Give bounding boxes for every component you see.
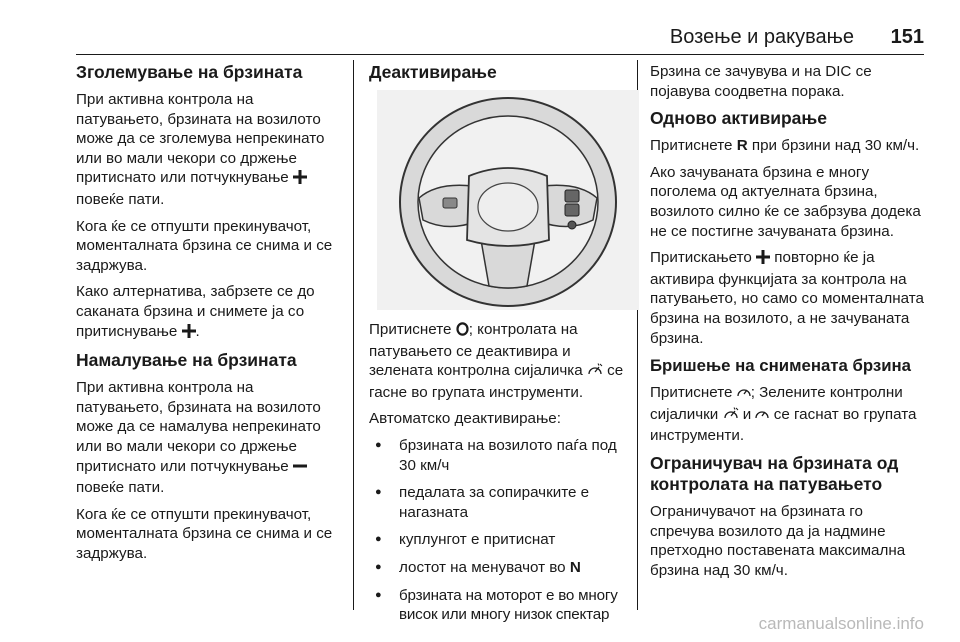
paragraph-plus-reactivate <box>650 248 930 348</box>
watermark: carmanualsonline.info <box>758 614 924 633</box>
text: лостот на менувачот во <box>399 558 566 576</box>
paragraph-decrease <box>76 378 344 498</box>
paragraph-release-store: Кога ќе се отпушти прекинувачот, моменталната брзина се снима и се задржува. <box>76 217 333 274</box>
left-column <box>76 62 344 570</box>
auto-deactivation-list <box>369 436 631 625</box>
text: Притиснете <box>650 137 733 155</box>
paragraph-release-store-2: Кога ќе се отпушти прекинувачот, моменталната брзина се снима и се задржува. <box>76 505 333 562</box>
off-circle-icon <box>456 322 469 342</box>
heading-deactivation: Деактивирање <box>369 62 497 82</box>
heading-speed-limiter: Ограничувач на брзината од контролата на патувањето <box>650 452 899 494</box>
minus-icon <box>293 459 307 479</box>
steering-wheel-illustration <box>377 90 639 310</box>
paragraph-delete <box>650 383 930 446</box>
text: при брзини над 30 км/ч. <box>751 137 920 155</box>
page-header-title: Возење и ракување <box>669 26 854 48</box>
heading-decrease-speed: Намалување на брзината <box>76 350 297 371</box>
paragraph-resume <box>650 136 930 156</box>
list-item: ● куплунгот е притиснат <box>369 530 631 550</box>
gear-n-label: N <box>569 558 581 576</box>
speed-limiter-icon <box>755 407 769 427</box>
list-item: ● брзината на возилото паѓа под 30 км/ч <box>369 436 631 475</box>
text: Притиснете <box>369 321 452 338</box>
text: Како алтернатива, забрзете се до саканата брзина и снимете ја со притиснување <box>76 283 315 340</box>
text: ; Зелените контролни сијалички <box>650 384 903 423</box>
text: повторно ќе ја активира функцијата за контрола на патувањето, но само со моменталната брзина на возилото, а не зачуваната брзина. <box>650 249 924 347</box>
paragraph-limiter: Ограничувачот на брзината го спречува возилото да ја надмине претходно поставената максимална брзина над 30 км/ч. <box>650 502 906 579</box>
text: повеќе пати. <box>76 190 165 208</box>
column-divider-1 <box>353 60 354 610</box>
paragraph-auto-deactivation: Автоматско деактивирање: <box>369 410 561 428</box>
paragraph-dic-message: Брзина се зачувува и на DIC се појавува соодветна порака. <box>650 63 872 100</box>
cruise-control-icon <box>723 407 739 427</box>
plus-icon <box>756 250 770 270</box>
heading-increase-speed: Зголемување на брзината <box>76 62 303 82</box>
page-number: 151 <box>890 26 924 48</box>
plus-icon <box>293 170 307 190</box>
text: Притискањето <box>650 249 752 267</box>
header-rule <box>76 54 924 55</box>
text: се гаснат во групата инструменти. <box>650 405 917 445</box>
heading-reactivation: Одново активирање <box>650 108 827 129</box>
right-column <box>650 62 930 587</box>
heading-delete-stored-speed: Бришење на снимената брзина <box>650 356 912 376</box>
text: . <box>195 322 200 340</box>
speed-limiter-icon <box>737 385 751 405</box>
paragraph-deactivate <box>369 320 631 402</box>
paragraph-alternative <box>76 282 344 343</box>
list-item: ● брзината на моторот е во многу висок или многу низок спектар <box>369 586 631 625</box>
paragraph-increase <box>76 90 344 210</box>
text: повеќе пати. <box>76 479 165 497</box>
text: ; контролата на патувањето се деактивира и зелената контролна сијаличка <box>369 321 583 380</box>
text: При активна контрола на патувањето, брзината на возилото може да се намалува непрекинато или во мали чекори со држење притиснато или потчукнување <box>76 379 321 475</box>
paragraph-acceleration-note: Ако зачуваната брзина е многу поголема од актуелната брзина, возилото силно ќе се забрзува додека не се постигне зачуваната брзина. <box>650 163 921 240</box>
plus-icon <box>182 324 196 344</box>
text: и <box>742 405 752 423</box>
text: При активна контрола на патувањето, брзината на возилото може да се зголемува непрекинато или во мали чекори со држење притиснато или потчукнување <box>76 91 325 187</box>
middle-column <box>369 62 631 633</box>
list-item <box>369 558 631 578</box>
text: Притиснете <box>650 384 733 402</box>
list-item: ● педалата за сопирачките е нагазната <box>369 483 631 522</box>
r-button-label: R <box>736 137 748 155</box>
cruise-control-icon <box>587 363 603 383</box>
text: се гасне во групата инструменти. <box>369 362 624 401</box>
